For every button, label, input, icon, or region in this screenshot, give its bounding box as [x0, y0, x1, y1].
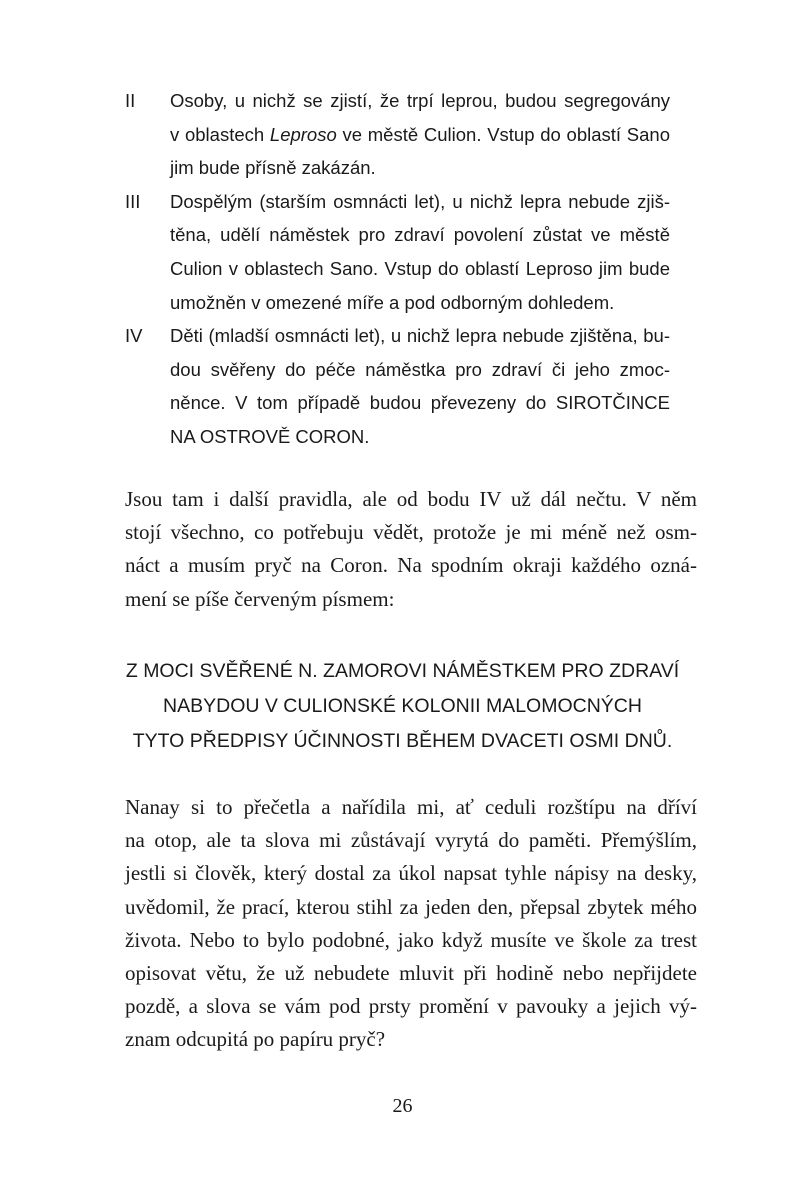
text-line: Culion v oblastech Sano. Vstup do oblastí Leproso jim bude	[170, 257, 670, 279]
text-line: Dospělým (starším osmnácti let), u nichž lepra nebude zjiš-	[170, 190, 670, 212]
text-line: těna, udělí náměstek pro zdraví povolení zůstat ve městě	[170, 224, 670, 246]
text-line: stojí všechno, co potřebuju vědět, protože je mi méně než osm-	[125, 520, 697, 545]
notice-line: TYTO PŘEDPISY ÚČINNOSTI BĚHEM DVACETI OSMI DNŮ.	[132, 730, 673, 752]
text-line: Jsou tam i další pravidla, ale od bodu IV už dál nečtu. V něm	[125, 487, 697, 511]
text-line: Děti (mladší osmnácti let), u nichž lepra nebude zjištěna, bu-	[170, 325, 670, 347]
notice-block	[80, 654, 725, 759]
rule-number: IV	[125, 325, 143, 347]
rule-item	[125, 185, 670, 319]
rule-number: III	[125, 190, 141, 212]
text-line: jim bude přísně zakázán.	[170, 157, 376, 179]
text-line: umožněn v omezené míře a pod odborným dohledem.	[170, 291, 615, 313]
text-line: NA OSTROVĚ CORON.	[170, 425, 370, 447]
rule-text	[170, 185, 670, 319]
rule-text	[170, 319, 670, 453]
text-line: na otop, ale ta slova mi zůstávají vyrytá do paměti. Přemýšlím,	[125, 828, 697, 853]
text-line: Nanay si to přečetla a nařídila mi, ať ceduli rozštípu na dříví	[125, 795, 697, 819]
paragraph-2	[125, 791, 697, 1057]
text-line: v oblastech Leproso ve městě Culion. Vstup do oblastí Sano	[170, 123, 670, 145]
text-line: Osoby, u nichž se zjistí, že trpí leprou, budou segregovány	[170, 90, 670, 111]
rule-number: II	[125, 90, 136, 111]
text-line: dou svěřeny do péče náměstka pro zdraví či jeho zmoc-	[170, 358, 670, 380]
text-line: náct a musím pryč na Coron. Na spodním okraji každého ozná-	[125, 553, 697, 578]
text-line: jestli si člověk, který dostal za úkol napsat tyhle nápisy na desky,	[125, 861, 697, 886]
notice-line: NABYDOU V CULIONSKÉ KOLONII MALOMOCNÝCH	[163, 695, 642, 717]
paragraph-1	[125, 483, 697, 616]
rule-text	[170, 84, 670, 185]
text-line: znam odcupitá po papíru pryč?	[125, 1027, 386, 1052]
text-line: pozdě, a slova se vám pod prsty promění v pavouky a jejich vý-	[125, 994, 697, 1019]
rule-item	[125, 84, 670, 185]
emphasis: Leproso	[269, 123, 337, 145]
text-line: něnce. V tom případě budou převezeny do SIROTČINCE	[170, 392, 670, 414]
rule-item	[125, 319, 670, 453]
rules-list	[125, 84, 670, 454]
page-number: 26	[392, 1095, 413, 1117]
text-line: života. Nebo to bylo podobné, jako když musíte ve škole za trest	[125, 927, 697, 952]
notice-line: Z MOCI SVĚŘENÉ N. ZAMOROVI NÁMĚSTKEM PRO ZDRAVÍ	[125, 660, 680, 682]
text-line: mení se píše červeným písmem:	[125, 586, 395, 611]
text-line: uvědomil, že prací, kterou stihl za jeden den, přepsal zbytek mého	[125, 894, 697, 919]
text-line: opisovat větu, že už nebudete mluvit při hodině nebo nepřijdete	[125, 961, 697, 986]
